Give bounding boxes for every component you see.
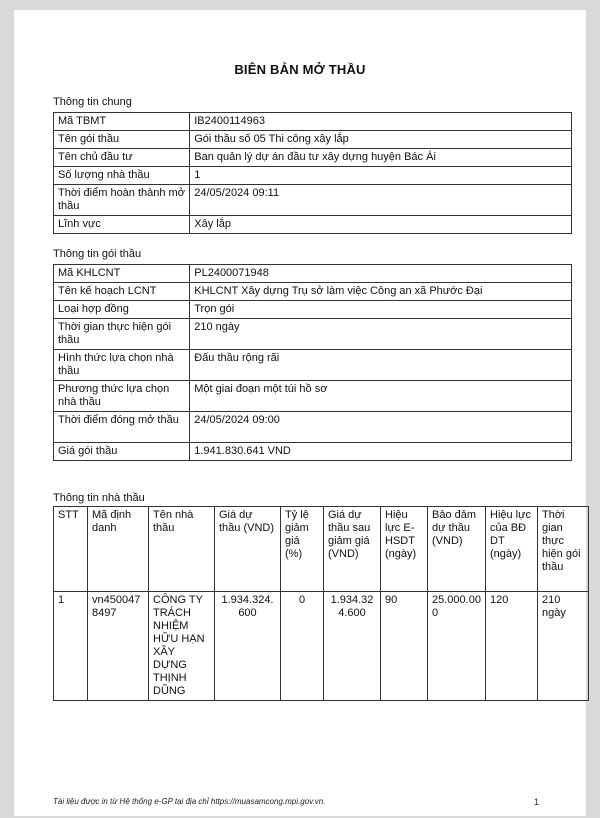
column-header: Bảo đảm dự thầu (VND) xyxy=(428,507,486,592)
table-cell: CÔNG TY TRÁCH NHIỆM HỮU HẠN XÂY DỰNG THỊNH DŨNG xyxy=(149,592,215,701)
page-number: 1 xyxy=(534,797,540,807)
bidder-info-heading: Thông tin nhà thầu xyxy=(53,492,145,504)
info-label: Tên chủ đầu tư xyxy=(54,149,190,167)
info-value: Một giai đoạn một túi hồ sơ xyxy=(190,381,572,412)
info-value: 24/05/2024 09:00 xyxy=(190,412,572,443)
info-label: Giá gói thầu xyxy=(54,443,190,461)
info-row xyxy=(54,381,572,412)
info-value: 210 ngày xyxy=(190,319,572,350)
column-header: Hiệu lực của BĐ DT (ngày) xyxy=(486,507,538,592)
info-value: Trọn gói xyxy=(190,301,572,319)
table-cell: vn4500478497 xyxy=(88,592,149,701)
info-row xyxy=(54,113,572,131)
column-header: Giá dự thầu sau giảm giá (VND) xyxy=(324,507,381,592)
info-label: Lĩnh vực xyxy=(54,216,190,234)
table-cell: 210 ngày xyxy=(538,592,589,701)
info-label: Tên kế hoạch LCNT xyxy=(54,283,190,301)
info-row xyxy=(54,283,572,301)
info-label: Phương thức lựa chọn nhà thầu xyxy=(54,381,190,412)
table-cell: 1.934.324.600 xyxy=(215,592,281,701)
info-row xyxy=(54,412,572,443)
column-header: Tên nhà thầu xyxy=(149,507,215,592)
info-value: Ban quản lý dự án đầu tư xây dựng huyện Bác Ái xyxy=(190,149,572,167)
general-info-table xyxy=(53,112,572,234)
info-value: KHLCNT Xây dựng Trụ sở làm việc Công an xã Phước Đại xyxy=(190,283,572,301)
info-label: Tên gói thầu xyxy=(54,131,190,149)
info-label: Loại hợp đồng xyxy=(54,301,190,319)
info-row xyxy=(54,216,572,234)
column-header: Hiệu lực E-HSDT (ngày) xyxy=(381,507,428,592)
info-value: PL2400071948 xyxy=(190,265,572,283)
info-value: 1.941.830.641 VND xyxy=(190,443,572,461)
table-cell: 90 xyxy=(381,592,428,701)
info-label: Mã KHLCNT xyxy=(54,265,190,283)
general-info-heading: Thông tin chung xyxy=(53,96,132,108)
info-value: IB2400114963 xyxy=(190,113,572,131)
info-row xyxy=(54,149,572,167)
info-value: Xây lắp xyxy=(190,216,572,234)
info-row xyxy=(54,265,572,283)
info-label: Mã TBMT xyxy=(54,113,190,131)
info-value: 24/05/2024 09:11 xyxy=(190,185,572,216)
bidder-info-table xyxy=(53,506,589,701)
table-cell: 1 xyxy=(54,592,88,701)
info-row xyxy=(54,185,572,216)
info-value: Đấu thầu rộng rãi xyxy=(190,350,572,381)
info-label: Số lượng nhà thầu xyxy=(54,167,190,185)
column-header: Tỷ lệ giảm giá (%) xyxy=(281,507,324,592)
info-row xyxy=(54,167,572,185)
info-row xyxy=(54,131,572,149)
column-header: Mã định danh xyxy=(88,507,149,592)
table-row xyxy=(54,592,589,701)
info-row xyxy=(54,301,572,319)
document-title: BIÊN BẢN MỞ THẦU xyxy=(234,62,366,77)
info-value: 1 xyxy=(190,167,572,185)
info-label: Thời điểm hoàn thành mở thầu xyxy=(54,185,190,216)
info-value: Gói thầu số 05 Thi công xây lắp xyxy=(190,131,572,149)
info-row xyxy=(54,443,572,461)
package-info-heading: Thông tin gói thầu xyxy=(53,248,142,260)
info-label: Thời điểm đóng mở thầu xyxy=(54,412,190,443)
table-cell: 0 xyxy=(281,592,324,701)
package-info-table xyxy=(53,264,572,461)
info-label: Hình thức lựa chọn nhà thầu xyxy=(54,350,190,381)
column-header: STT xyxy=(54,507,88,592)
info-row xyxy=(54,319,572,350)
document-page xyxy=(14,10,586,816)
info-label: Thời gian thực hiện gói thầu xyxy=(54,319,190,350)
table-cell: 1.934.324.600 xyxy=(324,592,381,701)
table-cell: 120 xyxy=(486,592,538,701)
table-cell: 25.000.000 xyxy=(428,592,486,701)
column-header: Thời gian thực hiện gói thầu xyxy=(538,507,589,592)
info-row xyxy=(54,350,572,381)
footer-note: Tài liệu được in từ Hệ thống e-GP tại địa chỉ https://muasamcong.mpi.gov.vn. xyxy=(53,797,326,806)
column-header: Giá dự thầu (VND) xyxy=(215,507,281,592)
